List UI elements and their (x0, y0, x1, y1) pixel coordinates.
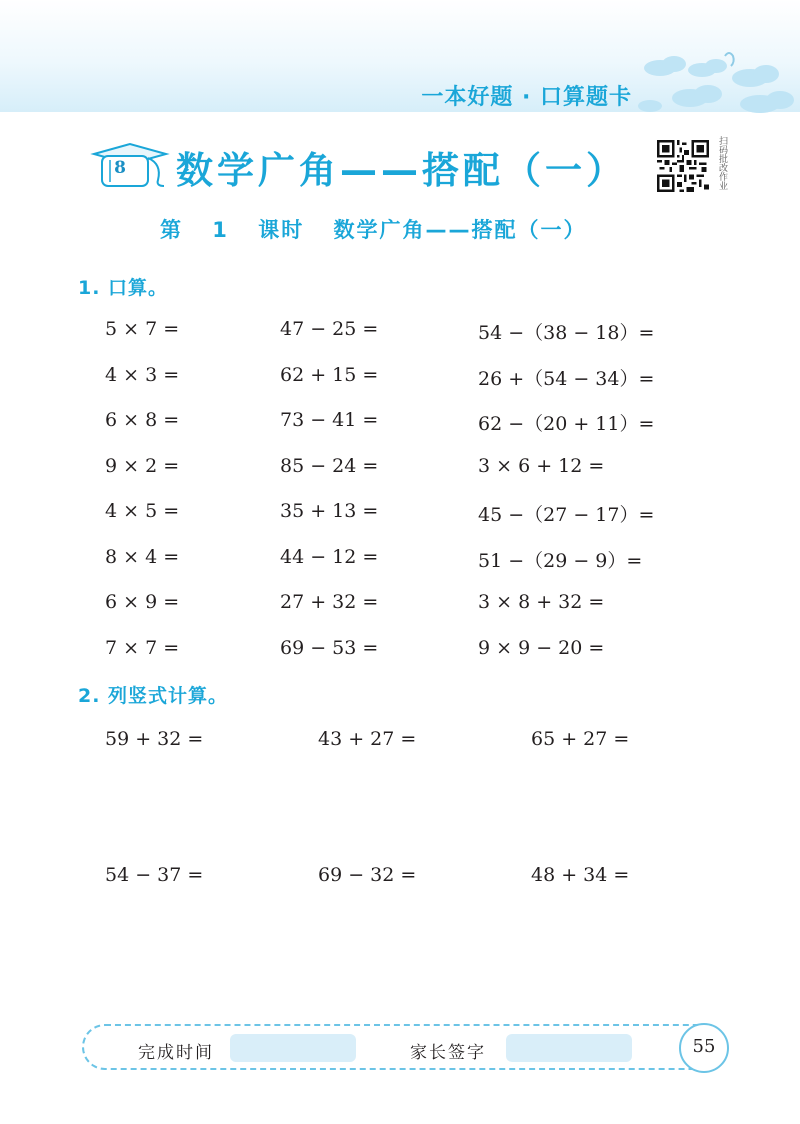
oral-problem: 62 −（20 + 11）= (478, 413, 655, 435)
oral-problem: 6 × 9 = (105, 591, 180, 613)
section-1-heading: 1. 口算。 (78, 277, 169, 299)
oral-problem: 7 × 7 = (105, 637, 180, 659)
oral-problem: 3 × 6 + 12 = (478, 455, 605, 477)
completion-time-field[interactable] (230, 1034, 356, 1062)
parent-signature-field[interactable] (506, 1034, 632, 1062)
oral-problem: 4 × 5 = (105, 500, 180, 522)
vertical-calc-problem: 69 − 32 = (318, 864, 417, 886)
oral-problem: 4 × 3 = (105, 364, 180, 386)
vertical-calc-problem: 59 + 32 = (105, 728, 204, 750)
oral-problem: 73 − 41 = (280, 409, 379, 431)
qr-caption: 扫码批改作业 (717, 136, 727, 190)
vertical-calc-problem: 43 + 27 = (318, 728, 417, 750)
oral-problem: 9 × 2 = (105, 455, 180, 477)
oral-problem: 45 −（27 − 17）= (478, 504, 655, 526)
vertical-calc-problem: 65 + 27 = (531, 728, 630, 750)
oral-problem: 26 +（54 − 34）= (478, 368, 655, 390)
vertical-calc-problem: 48 + 34 = (531, 864, 630, 886)
oral-problem: 85 − 24 = (280, 455, 379, 477)
oral-problem: 9 × 9 − 20 = (478, 637, 605, 659)
oral-problem: 69 − 53 = (280, 637, 379, 659)
completion-time-label: 完成时间 (138, 1043, 214, 1063)
vertical-calc-problem: 54 − 37 = (105, 864, 204, 886)
oral-problem: 44 − 12 = (280, 546, 379, 568)
oral-problem: 51 −（29 − 9）= (478, 550, 643, 572)
oral-problem: 3 × 8 + 32 = (478, 591, 605, 613)
chapter-number: 8 (114, 158, 126, 178)
oral-problem: 47 − 25 = (280, 318, 379, 340)
oral-problem: 35 + 13 = (280, 500, 379, 522)
oral-problem: 54 −（38 − 18）= (478, 322, 655, 344)
page-number: 55 (692, 1036, 716, 1057)
oral-problem: 5 × 7 = (105, 318, 180, 340)
chapter-title: 数学广角——搭配（一） (176, 149, 627, 192)
brand-title: 一本好题 · 口算题卡 (421, 85, 632, 110)
oral-problem: 27 + 32 = (280, 591, 379, 613)
section-2-heading: 2. 列竖式计算。 (78, 685, 229, 707)
qr-code-icon[interactable] (657, 140, 709, 192)
clouds-decoration-icon (630, 48, 800, 118)
oral-problem: 62 + 15 = (280, 364, 379, 386)
oral-problem: 8 × 4 = (105, 546, 180, 568)
oral-problem: 6 × 8 = (105, 409, 180, 431)
lesson-title: 第 1 课时 数学广角——搭配（一） (160, 218, 587, 242)
parent-signature-label: 家长签字 (410, 1043, 486, 1063)
